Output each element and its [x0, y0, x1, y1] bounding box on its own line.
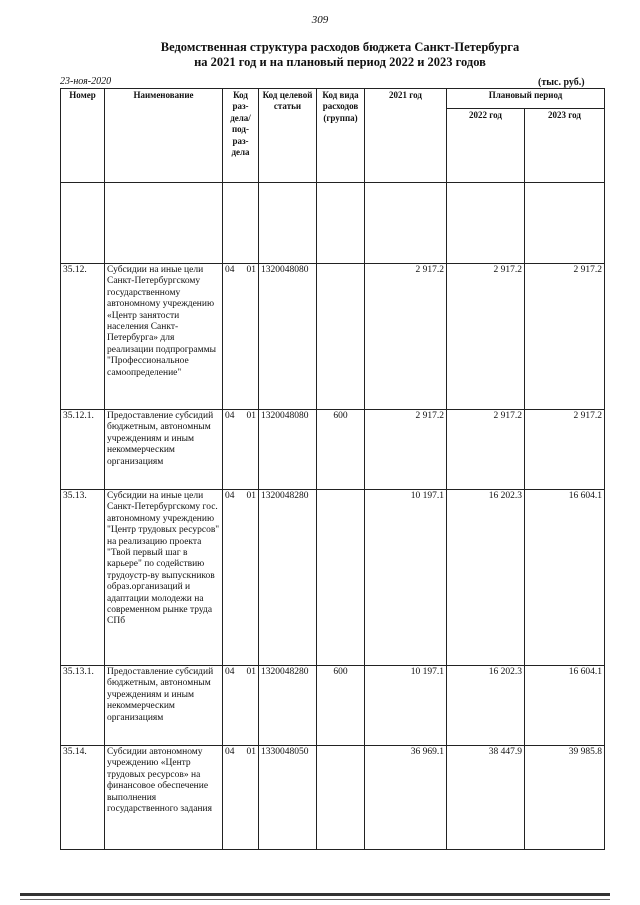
row-name: Предоставление субсидий бюджетным, автономным учреждениям и иным некоммерческим организациям — [105, 410, 223, 490]
row-target-code: 1320048280 — [259, 490, 317, 666]
row-2022-value: 2 917.2 — [447, 410, 525, 490]
row-2023-value: 16 604.1 — [525, 666, 605, 746]
header-year-2022: 2022 год — [447, 109, 525, 183]
row-subsection: 01 — [246, 411, 256, 421]
row-2022-value: 2 917.2 — [447, 264, 525, 410]
row-number: 35.12. — [61, 264, 105, 410]
row-section-code — [223, 746, 259, 850]
row-section: 04 — [225, 491, 235, 501]
row-section: 04 — [225, 747, 235, 757]
footer-rule-thin — [20, 899, 610, 900]
row-section-code — [223, 666, 259, 746]
table-row — [61, 666, 605, 746]
header-year-2021: 2021 год — [365, 89, 447, 183]
table-row — [61, 264, 605, 410]
row-2023-value: 39 985.8 — [525, 746, 605, 850]
document-title — [60, 40, 620, 70]
row-expense-code — [317, 746, 365, 850]
row-name: Субсидии на иные цели Санкт-Петербургскому гос. автономному учреждению "Центр трудовых ресурсов" на реализацию проекта "Твой первый шаг в карьере" по содействию трудоустр-ву выпускников образ.организаций и адаптации молодежи на современном рынке труда СПб — [105, 490, 223, 666]
row-target-code: 1320048080 — [259, 410, 317, 490]
document-date: 23-ноя-2020 — [60, 76, 112, 87]
header-spacer-row — [61, 183, 605, 264]
row-section: 04 — [225, 411, 235, 421]
footer-rule — [20, 893, 610, 896]
title-line-1: Ведомственная структура расходов бюджета Санкт-Петербурга — [160, 40, 520, 54]
row-2021-value: 36 969.1 — [365, 746, 447, 850]
table-row — [61, 490, 605, 666]
row-2021-value: 10 197.1 — [365, 666, 447, 746]
row-expense-code: 600 — [317, 666, 365, 746]
row-2022-value: 38 447.9 — [447, 746, 525, 850]
table-row — [61, 746, 605, 850]
page-number: 309 — [311, 14, 329, 26]
row-number: 35.13. — [61, 490, 105, 666]
row-target-code: 1320048280 — [259, 666, 317, 746]
header-number: Номер — [61, 89, 105, 183]
header-section: Код раз- дела/ под- раз- дела — [223, 89, 259, 183]
row-2022-value: 16 202.3 — [447, 666, 525, 746]
row-2023-value: 16 604.1 — [525, 490, 605, 666]
row-number: 35.12.1. — [61, 410, 105, 490]
row-expense-code: 600 — [317, 410, 365, 490]
row-2021-value: 2 917.2 — [365, 410, 447, 490]
row-section: 04 — [225, 667, 235, 677]
row-name: Субсидии автономному учреждению «Центр трудовых ресурсов» на финансовое обеспечение выполнения государственного задания — [105, 746, 223, 850]
row-target-code: 1330048050 — [259, 746, 317, 850]
header-year-2023: 2023 год — [525, 109, 605, 183]
header-name: Наименование — [105, 89, 223, 183]
row-target-code: 1320048080 — [259, 264, 317, 410]
row-subsection: 01 — [246, 491, 256, 501]
row-2022-value: 16 202.3 — [447, 490, 525, 666]
row-section: 04 — [225, 265, 235, 275]
row-section-code — [223, 410, 259, 490]
row-name: Субсидии на иные цели Санкт-Петербургскому государственному автономному учреждению «Центр занятости населения Санкт-Петербурга» для реализации подпрограммы "Профессиональное самоопределение" — [105, 264, 223, 410]
row-2023-value: 2 917.2 — [525, 264, 605, 410]
row-number: 35.14. — [61, 746, 105, 850]
row-number: 35.13.1. — [61, 666, 105, 746]
row-subsection: 01 — [246, 265, 256, 275]
row-expense-code — [317, 264, 365, 410]
header-planned-period: Плановый период — [447, 89, 605, 109]
row-2021-value: 10 197.1 — [365, 490, 447, 666]
row-2021-value: 2 917.2 — [365, 264, 447, 410]
header-expense-type: Код вида расходов (группа) — [317, 89, 365, 183]
row-2023-value: 2 917.2 — [525, 410, 605, 490]
row-section-code — [223, 264, 259, 410]
row-subsection: 01 — [246, 747, 256, 757]
row-expense-code — [317, 490, 365, 666]
row-section-code — [223, 490, 259, 666]
units-label: (тыс. руб.) — [538, 77, 585, 88]
title-line-2: на 2021 год и на плановый период 2022 и 2023 годов — [194, 55, 486, 69]
row-subsection: 01 — [246, 667, 256, 677]
table-row — [61, 410, 605, 490]
row-name: Предоставление субсидий бюджетным, автономным учреждениям и иным некоммерческим организациям — [105, 666, 223, 746]
budget-table — [60, 88, 605, 850]
header-target: Код целевой статьи — [259, 89, 317, 183]
